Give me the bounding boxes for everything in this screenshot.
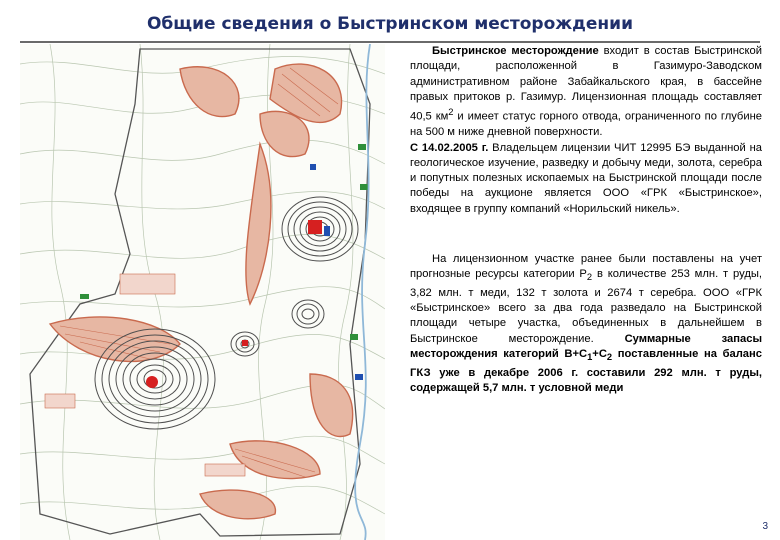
- location-tail: и имеет статус горного отвода, ограниченного по глубине на 500 м ниже дневной поверхности.: [410, 110, 762, 139]
- paragraph-license: [410, 141, 762, 217]
- deposit-name-lead: Быстринское месторождение: [432, 45, 599, 57]
- paragraph-location: [410, 44, 762, 141]
- page-title: Общие сведения о Быстринском месторождении: [146, 14, 633, 34]
- deposit-map: [20, 44, 385, 540]
- info-text-column: [410, 44, 762, 396]
- reserves-text-b: в количестве 253 млн. т руды, 3,82 млн. т меди, 132 т золота и 2674 т серебра. ООО «ГРК «Быстринское» всего за два года разведало на Быстринской площади четыре участка, объединенных в дальнейшем в Быстринское месторождение.: [410, 268, 762, 345]
- reserves-summary: Суммарные запасы месторождения категорий $В+С_1+С_2$ поставленные на баланс ГКЗ уже в декабре 2006 г. составили 292 млн. т руды, содержащей 5,7 млн. т условной меди: [410, 332, 763, 394]
- title-divider: [20, 41, 760, 43]
- license-date: С 14.02.2005 г.: [410, 141, 489, 154]
- reserves-text-a: На лицензионном участке ранее были поставлены на учет прогнозные ресурсы категории Р: [410, 253, 762, 281]
- location-text: входит в состав Быстринской площади, расположенной в Газимуро-Заводском административном районе Забайкальского края, в бассейне правых притоков р. Газимур. Лицензионная площадь составляет 40,5 км: [410, 45, 762, 123]
- license-text: Владельцем лицензии ЧИТ 12995 БЭ выданной на геологическое изучение, разведку и добычу меди, золота, серебра и попутных полезных ископаемых на Быстринской площади после победы на аукционе является ООО «ГРК «Быстринское», входящее в группу компаний «Норильский никель».: [410, 141, 762, 215]
- area-unit-sup: 2: [448, 107, 454, 118]
- category-sub: 2: [586, 272, 593, 283]
- page-number: 3: [762, 521, 768, 532]
- paragraph-reserves: [410, 252, 762, 396]
